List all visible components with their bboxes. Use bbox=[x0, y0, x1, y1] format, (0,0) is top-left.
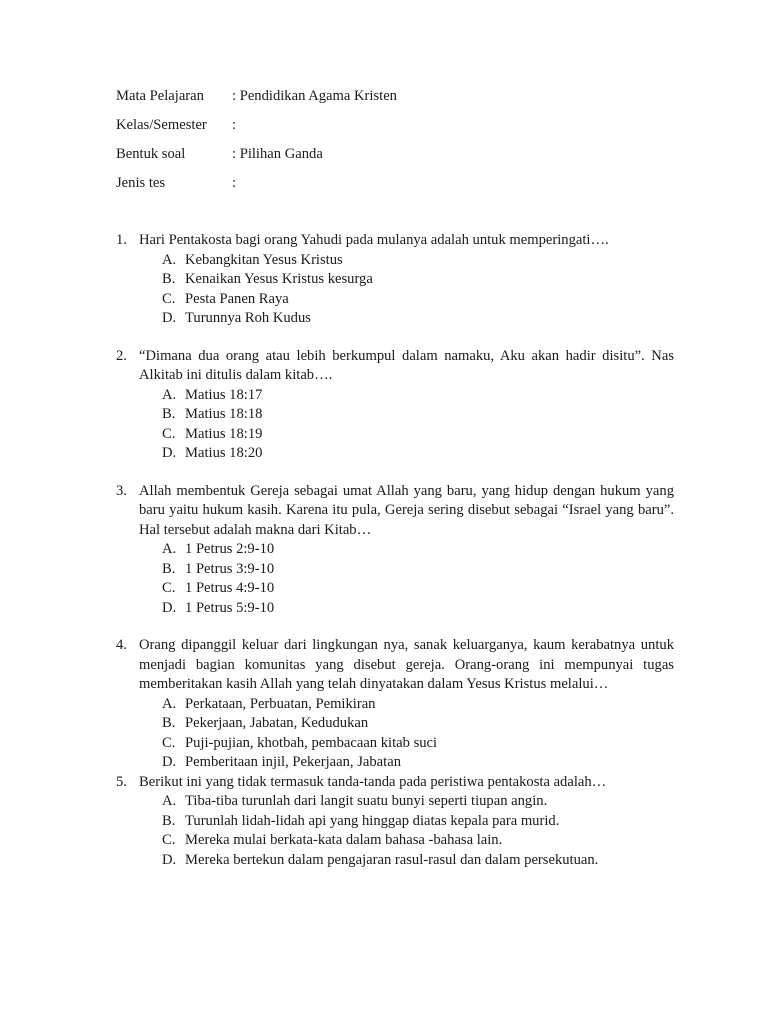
header-value: : bbox=[232, 117, 237, 133]
option-item bbox=[162, 579, 674, 599]
option-letter: A. bbox=[162, 695, 177, 712]
option-text: 1 Petrus 5:9-10 bbox=[185, 599, 275, 616]
question-number: 3. bbox=[116, 482, 127, 499]
question-text: Orang dipanggil keluar dari lingkungan nya, sanak keluarganya, kaum kerabatnya untuk menjadi bagian komunitas yang disebut gereja. Orang-orang ini mempunyai tugas memberitakan kasih Allah yang telah dinyatakan dalam Yesus Kristus melalui… bbox=[139, 637, 674, 692]
option-text: Matius 18:19 bbox=[185, 425, 263, 442]
option-text: Tiba-tiba turunlah dari langit suatu bunyi seperti tiupan angin. bbox=[185, 793, 548, 809]
option-text: 1 Petrus 3:9-10 bbox=[185, 560, 275, 577]
question-item bbox=[116, 636, 674, 773]
option-letter: D. bbox=[162, 445, 177, 461]
question-item bbox=[116, 482, 674, 619]
option-text: Pekerjaan, Jabatan, Kedudukan bbox=[185, 715, 369, 731]
option-list bbox=[162, 251, 674, 329]
option-text: Turunnya Roh Kudus bbox=[185, 310, 311, 326]
exam-header bbox=[116, 86, 676, 202]
option-item bbox=[162, 851, 674, 871]
option-list bbox=[162, 386, 674, 464]
option-letter: D. bbox=[162, 754, 177, 770]
option-list bbox=[162, 540, 674, 618]
question-item bbox=[116, 773, 674, 871]
option-letter: A. bbox=[162, 793, 177, 809]
question-item bbox=[116, 231, 674, 329]
header-value: : Pendidikan Agama Kristen bbox=[232, 88, 397, 104]
option-item bbox=[162, 560, 674, 580]
option-letter: C. bbox=[162, 832, 176, 848]
option-item bbox=[162, 540, 674, 560]
header-label: Mata Pelajaran bbox=[116, 88, 204, 104]
option-text: Kenaikan Yesus Kristus kesurga bbox=[185, 271, 373, 287]
option-letter: B. bbox=[162, 406, 176, 422]
option-text: Pemberitaan injil, Pekerjaan, Jabatan bbox=[185, 754, 401, 770]
option-letter: C. bbox=[162, 734, 176, 751]
option-text: Matius 18:20 bbox=[185, 445, 263, 461]
option-item bbox=[162, 309, 674, 329]
option-text: Puji-pujian, khotbah, pembacaan kitab suci bbox=[185, 734, 438, 751]
header-value: : Pilihan Ganda bbox=[232, 146, 323, 162]
question-number: 4. bbox=[116, 637, 127, 653]
option-item bbox=[162, 831, 674, 851]
option-item bbox=[162, 425, 674, 445]
option-item bbox=[162, 695, 674, 715]
header-row-test-type bbox=[116, 173, 676, 202]
header-row-subject bbox=[116, 86, 676, 115]
question-number: 1. bbox=[116, 232, 127, 248]
option-letter: D. bbox=[162, 851, 177, 868]
question-number: 2. bbox=[116, 347, 127, 364]
question-text: Berikut ini yang tidak termasuk tanda-tanda pada peristiwa pentakosta adalah… bbox=[139, 773, 607, 790]
option-letter: C. bbox=[162, 580, 176, 596]
option-letter: A. bbox=[162, 541, 177, 557]
question-text: Allah membentuk Gereja sebagai umat Allah yang baru, yang hidup dengan hukum yang baru yaitu hukum kasih. Karena itu pula, Gereja sering disebut sebagai “Israel yang baru”. Hal tersebut adalah makna dari Kitab… bbox=[139, 482, 674, 538]
option-letter: A. bbox=[162, 251, 177, 268]
option-letter: C. bbox=[162, 425, 176, 442]
question-item bbox=[116, 347, 674, 464]
option-letter: C. bbox=[162, 290, 176, 307]
option-text: 1 Petrus 4:9-10 bbox=[185, 580, 275, 596]
option-letter: D. bbox=[162, 599, 177, 616]
question-text: “Dimana dua orang atau lebih berkumpul dalam namaku, Aku akan hadir disitu”. Nas Alkitab ini ditulis dalam kitab…. bbox=[139, 347, 674, 383]
question-number: 5. bbox=[116, 773, 127, 790]
header-label: Jenis tes bbox=[116, 175, 166, 191]
option-text: Turunlah lidah-lidah api yang hinggap diatas kepala para murid. bbox=[185, 812, 560, 829]
option-text: Pesta Panen Raya bbox=[185, 290, 289, 307]
option-letter: B. bbox=[162, 560, 176, 577]
option-item bbox=[162, 290, 674, 310]
option-text: Matius 18:17 bbox=[185, 386, 263, 403]
option-item bbox=[162, 405, 674, 425]
option-text: Perkataan, Perbuatan, Pemikiran bbox=[185, 695, 376, 712]
option-text: Matius 18:18 bbox=[185, 406, 263, 422]
option-text: 1 Petrus 2:9-10 bbox=[185, 541, 275, 557]
question-list bbox=[116, 231, 674, 888]
option-item bbox=[162, 734, 674, 754]
header-row-class-semester bbox=[116, 115, 676, 144]
option-item bbox=[162, 714, 674, 734]
option-letter: B. bbox=[162, 812, 176, 829]
option-text: Mereka bertekun dalam pengajaran rasul-rasul dan dalam persekutuan. bbox=[185, 851, 599, 868]
option-item bbox=[162, 270, 674, 290]
option-text: Mereka mulai berkata-kata dalam bahasa -bahasa lain. bbox=[185, 832, 503, 848]
option-letter: B. bbox=[162, 271, 176, 287]
question-text: Hari Pentakosta bagi orang Yahudi pada mulanya adalah untuk memperingati…. bbox=[139, 232, 609, 248]
option-list bbox=[162, 695, 674, 773]
header-label: Kelas/Semester bbox=[116, 117, 207, 133]
option-item bbox=[162, 753, 674, 773]
option-item bbox=[162, 251, 674, 271]
option-letter: A. bbox=[162, 386, 177, 403]
option-item bbox=[162, 386, 674, 406]
option-item bbox=[162, 792, 674, 812]
header-row-question-form bbox=[116, 144, 676, 173]
option-list bbox=[162, 792, 674, 870]
header-value: : bbox=[232, 175, 237, 191]
option-item bbox=[162, 812, 674, 832]
option-letter: D. bbox=[162, 310, 177, 326]
option-item bbox=[162, 444, 674, 464]
header-label: Bentuk soal bbox=[116, 146, 186, 162]
option-item bbox=[162, 599, 674, 619]
option-letter: B. bbox=[162, 715, 176, 731]
option-text: Kebangkitan Yesus Kristus bbox=[185, 251, 343, 268]
